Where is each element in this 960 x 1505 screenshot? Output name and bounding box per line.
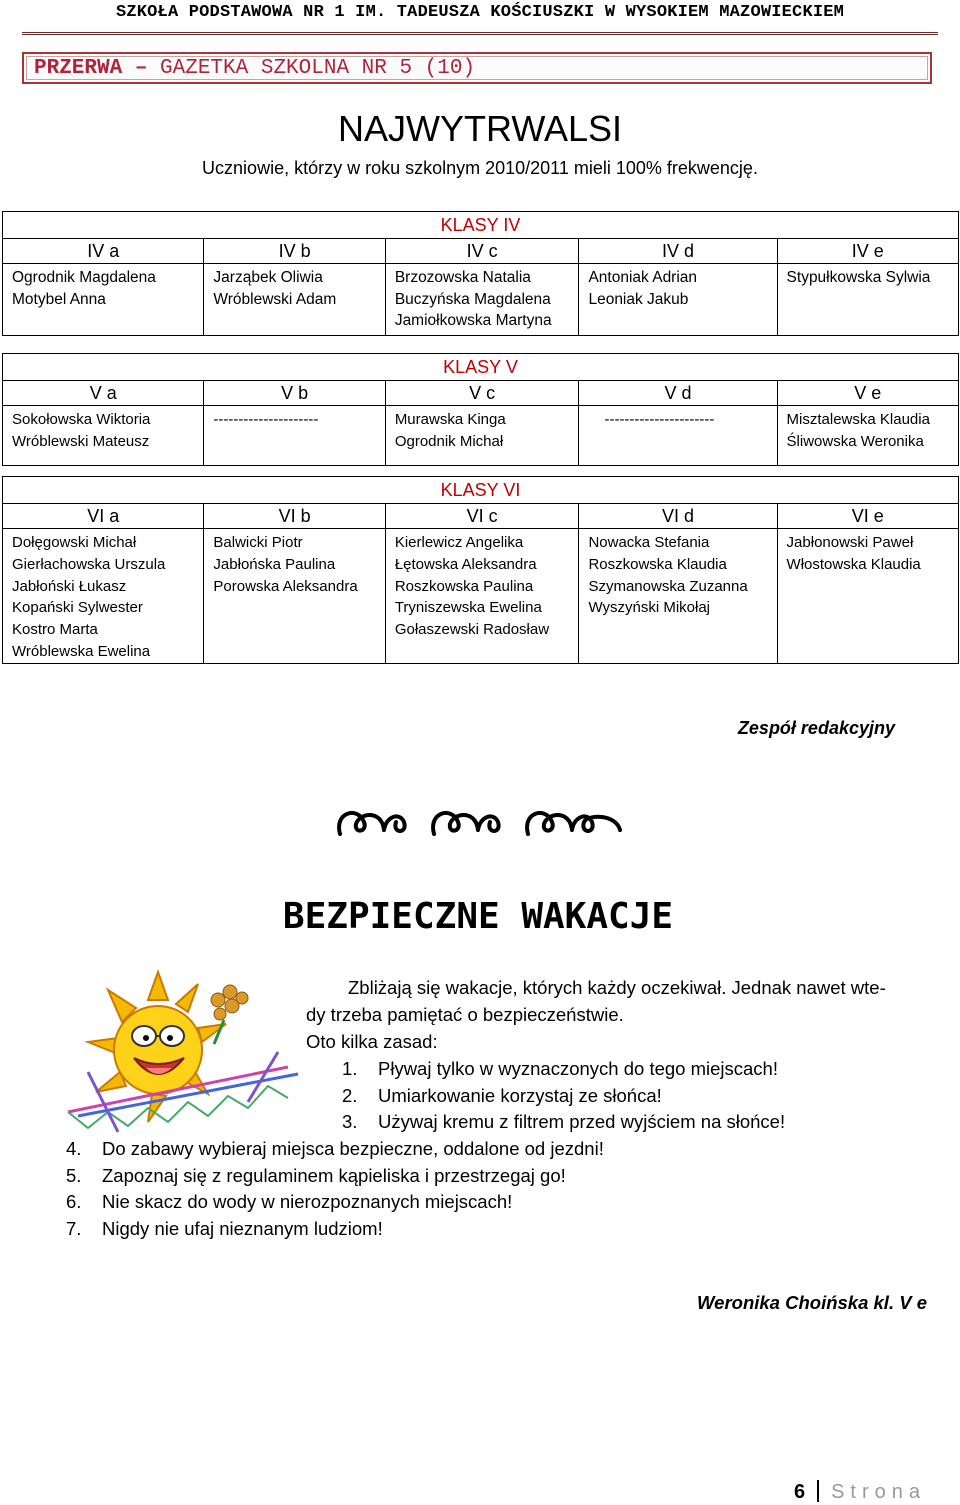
student-name: Murawska Kinga bbox=[394, 411, 506, 428]
student-name: Brzozowska Natalia bbox=[394, 269, 531, 286]
student-name: Łętowska Aleksandra bbox=[394, 555, 537, 573]
rule-number: 5. bbox=[66, 1165, 82, 1186]
column-header: V b bbox=[204, 381, 385, 406]
banner-text bbox=[34, 57, 475, 80]
rule-text: Nigdy nie ufaj nieznanym ludziom! bbox=[102, 1218, 383, 1239]
header-rule bbox=[22, 32, 938, 35]
student-name: Śliwowska Weronika bbox=[786, 432, 924, 450]
rule-text: Umiarkowanie korzystaj ze słońca! bbox=[378, 1085, 662, 1106]
page-word: Strona bbox=[831, 1481, 926, 1503]
rule-item bbox=[66, 1188, 512, 1215]
attendance-table-v bbox=[2, 353, 959, 466]
student-name: Kierlewicz Angelika bbox=[394, 534, 524, 551]
rule-text: Zapoznaj się z regulaminem kąpieliska i przestrzegaj go! bbox=[102, 1165, 566, 1186]
column-header: IV a bbox=[3, 239, 204, 264]
sun-hammock-clipart-icon bbox=[48, 962, 308, 1142]
intro-line: Oto kilka zasad: bbox=[306, 1031, 438, 1052]
names-cell bbox=[579, 529, 777, 664]
banner-rest: GAZETKA SZKOLNA NR 5 (10) bbox=[147, 57, 476, 80]
page-number: 6 bbox=[793, 1481, 806, 1503]
empty-placeholder: --------------------- bbox=[213, 411, 319, 428]
student-name: Wróblewski Adam bbox=[213, 290, 337, 308]
names-cell bbox=[579, 264, 777, 336]
school-header: SZKOŁA PODSTAWOWA NR 1 IM. TADEUSZA KOŚCIUSZKI W WYSOKIEM MAZOWIECKIEM bbox=[115, 3, 845, 22]
student-name: Jarząbek Oliwia bbox=[213, 269, 323, 286]
student-name: Włostowska Klaudia bbox=[786, 555, 921, 573]
names-cell bbox=[777, 529, 958, 664]
article-heading bbox=[0, 896, 960, 937]
student-name: Sokołowska Wiktoria bbox=[12, 411, 151, 428]
names-cell bbox=[204, 529, 385, 664]
footer-divider bbox=[817, 1480, 819, 1502]
student-name: Tryniszewska Ewelina bbox=[394, 599, 542, 617]
column-header: V a bbox=[3, 381, 204, 406]
column-header: IV e bbox=[777, 239, 958, 264]
column-header: IV d bbox=[579, 239, 777, 264]
student-name: Roszkowska Klaudia bbox=[588, 555, 727, 573]
article-title bbox=[0, 108, 960, 150]
student-name: Misztalewska Klaudia bbox=[786, 411, 930, 428]
table-heading: KLASY VI bbox=[3, 477, 959, 504]
student-name: Stypułkowska Sylwia bbox=[786, 269, 931, 286]
rule-number: 2. bbox=[342, 1085, 358, 1106]
student-name: Porowska Aleksandra bbox=[213, 577, 358, 595]
column-header: VI d bbox=[579, 504, 777, 529]
rule-text: Pływaj tylko w wyznaczonych do tego miejscach! bbox=[378, 1058, 778, 1079]
rule-item bbox=[342, 1082, 662, 1109]
attendance-table-iv bbox=[2, 211, 959, 336]
rule-item bbox=[342, 1055, 778, 1082]
student-name: Gierłachowska Urszula bbox=[12, 555, 166, 573]
article-author: Weronika Choińska kl. V e bbox=[697, 1292, 927, 1313]
names-cell bbox=[777, 406, 958, 466]
student-name: Jamiołkowska Martyna bbox=[394, 312, 552, 329]
student-name: Ogrodnik Michał bbox=[394, 432, 504, 450]
article-subtitle: Uczniowie, którzy w roku szkolnym 2010/2011 mieli 100% frekwencję. bbox=[202, 158, 758, 178]
student-name: Balwicki Piotr bbox=[213, 534, 303, 551]
student-name: Jabłoński Łukasz bbox=[12, 577, 127, 595]
student-name: Jabłońska Paulina bbox=[213, 555, 336, 573]
rule-item bbox=[342, 1108, 785, 1135]
rule-number: 6. bbox=[66, 1191, 82, 1212]
intro-line: Zbliżają się wakacje, których każdy oczekiwał. Jednak nawet wte- bbox=[348, 977, 886, 998]
student-name: Nowacka Stefania bbox=[588, 534, 710, 551]
column-header: VI e bbox=[777, 504, 958, 529]
student-name: Leoniak Jakub bbox=[588, 290, 689, 308]
student-name: Jabłonowski Paweł bbox=[786, 534, 914, 551]
page-footer bbox=[794, 1480, 926, 1504]
attendance-table-vi bbox=[2, 476, 959, 664]
student-name: Dołęgowski Michał bbox=[12, 534, 137, 551]
column-header: V d bbox=[579, 381, 777, 406]
rule-item bbox=[66, 1215, 383, 1242]
decorative-ornament-icon bbox=[330, 800, 630, 844]
names-cell bbox=[385, 264, 579, 336]
article-title-text: NAJWYTRWALSI bbox=[337, 108, 623, 149]
rule-item bbox=[66, 1135, 604, 1162]
names-cell bbox=[385, 529, 579, 664]
names-cell bbox=[3, 529, 204, 664]
banner-bold: PRZERWA – bbox=[34, 57, 148, 80]
student-name: Wróblewski Mateusz bbox=[12, 432, 150, 450]
rule-text: Do zabawy wybieraj miejsca bezpieczne, oddalone od jezdni! bbox=[102, 1138, 604, 1159]
student-name: Kopański Sylwester bbox=[12, 599, 143, 617]
student-name: Szymanowska Zuzanna bbox=[588, 577, 748, 595]
rule-number: 7. bbox=[66, 1218, 82, 1239]
student-name: Motybel Anna bbox=[12, 290, 106, 308]
student-name: Wróblewska Ewelina bbox=[12, 642, 151, 660]
article-heading-text: BEZPIECZNE WAKACJE bbox=[282, 896, 674, 937]
student-name: Antoniak Adrian bbox=[588, 269, 698, 286]
names-cell bbox=[3, 264, 204, 336]
student-name: Kostro Marta bbox=[12, 621, 98, 639]
intro-line: dy trzeba pamiętać o bezpieczeństwie. bbox=[306, 1004, 624, 1025]
column-header: VI c bbox=[385, 504, 579, 529]
column-header: V e bbox=[777, 381, 958, 406]
names-cell bbox=[777, 264, 958, 336]
table-heading: KLASY IV bbox=[3, 212, 959, 239]
names-cell bbox=[385, 406, 579, 466]
column-header: IV b bbox=[204, 239, 385, 264]
names-cell bbox=[3, 406, 204, 466]
table-heading: KLASY V bbox=[3, 354, 959, 381]
rule-item bbox=[66, 1162, 566, 1189]
student-name: Ogrodnik Magdalena bbox=[12, 269, 156, 286]
column-header: VI b bbox=[204, 504, 385, 529]
empty-placeholder: ---------------------- bbox=[604, 411, 715, 428]
column-header: V c bbox=[385, 381, 579, 406]
names-cell bbox=[204, 264, 385, 336]
rule-number: 4. bbox=[66, 1138, 82, 1159]
column-header: IV c bbox=[385, 239, 579, 264]
names-cell bbox=[579, 406, 777, 466]
names-cell bbox=[204, 406, 385, 466]
student-name: Gołaszewski Radosław bbox=[394, 621, 550, 639]
rule-text: Używaj kremu z filtrem przed wyjściem na słońce! bbox=[378, 1111, 786, 1132]
rule-text: Nie skacz do wody w nierozpoznanych miejscach! bbox=[102, 1191, 513, 1212]
student-name: Buczyńska Magdalena bbox=[394, 290, 551, 308]
rule-number: 1. bbox=[342, 1058, 358, 1079]
student-name: Wyszyński Mikołaj bbox=[588, 599, 710, 617]
column-header: VI a bbox=[3, 504, 204, 529]
student-name: Roszkowska Paulina bbox=[394, 577, 534, 595]
editorial-signoff: Zespół redakcyjny bbox=[737, 718, 895, 738]
newspaper-banner bbox=[22, 52, 932, 84]
rule-number: 3. bbox=[342, 1111, 358, 1132]
